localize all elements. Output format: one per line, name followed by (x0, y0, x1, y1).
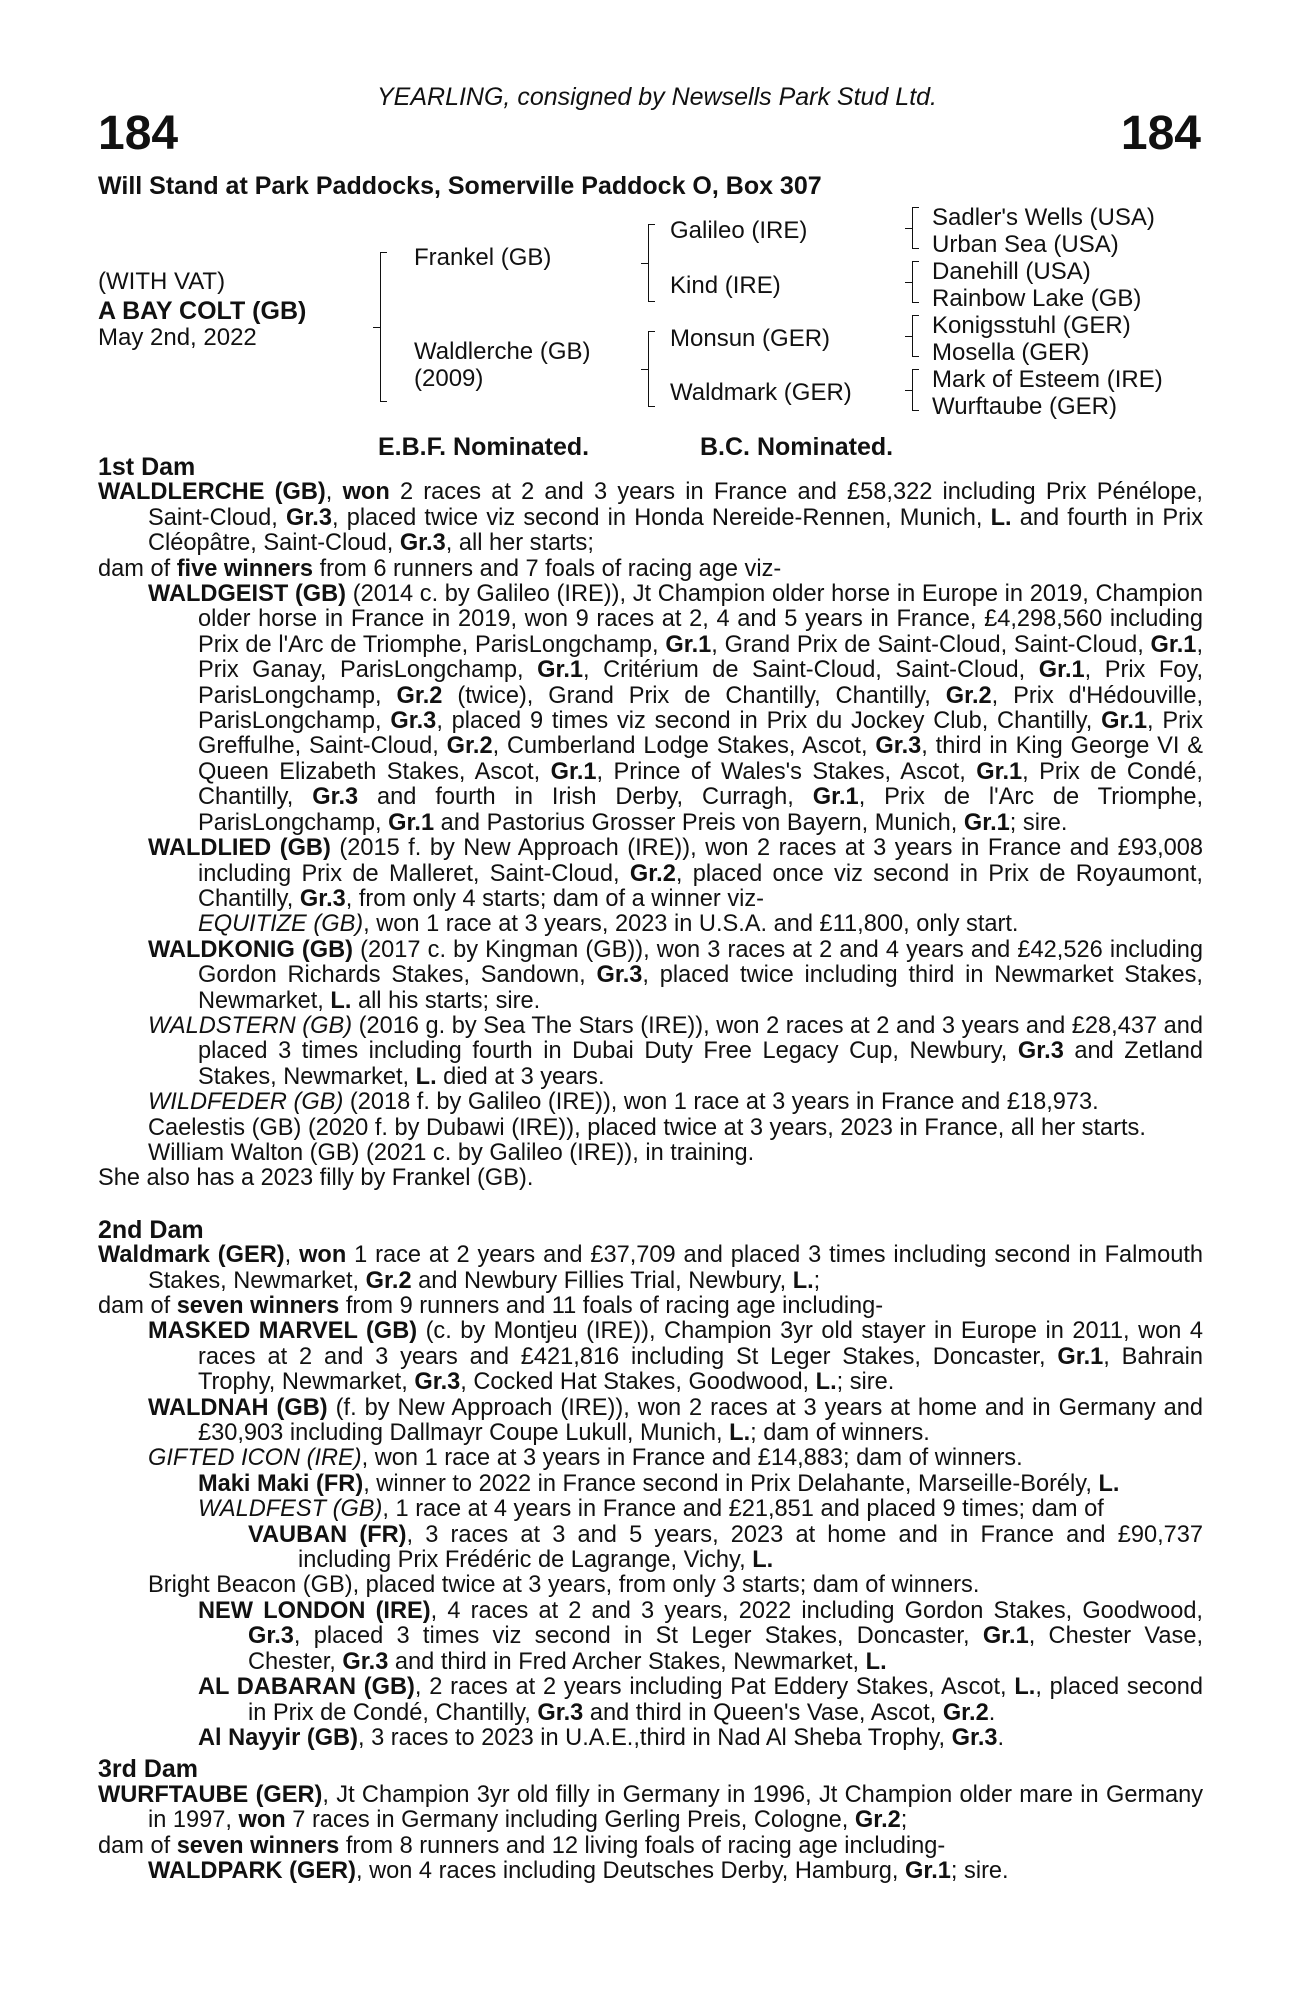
ancestor-4: Rainbow Lake (GB) (932, 285, 1142, 312)
first-dam-heading: 1st Dam (98, 453, 196, 481)
produce-record (98, 455, 1203, 1884)
brace-g3-1 (912, 207, 913, 249)
produce-waldgeist: WALDGEIST (GB) (2014 c. by Galileo (IRE)), Jt Champion older horse in Europe in 2019, Champion older horse in France in 2019, won 9 races at 2, 4 and 5 years in France, £4,298,560 including Prix de l'Arc de Triomphe, ParisLongchamp, Gr.1, Grand Prix de Saint-Cloud, Saint-Cloud, Gr.1, Prix Ganay, ParisLongchamp, Gr.1, Critérium de Saint-Cloud, Saint-Cloud, Gr.1, Prix Foy, ParisLongchamp, Gr.2 (twice), Grand Prix de Chantilly, Chantilly, Gr.2, Prix d'Hédouville, ParisLongchamp, Gr.3, placed 9 times viz second in Prix du Jockey Club, Chantilly, Gr.1, Prix Greffulhe, Saint-Cloud, Gr.2, Cumberland Lodge Stakes, Ascot, Gr.3, third in King George VI & Queen Elizabeth Stakes, Ascot, Gr.1, Prince of Wales's Stakes, Ascot, Gr.1, Prix de Condé, Chantilly, Gr.3 and fourth in Irish Derby, Curragh, Gr.1, Prix de l'Arc de Triomphe, ParisLongchamp, Gr.1 and Pastorius Grosser Preis von Bayern, Munich, Gr.1; sire. (148, 581, 1204, 836)
third-dam-heading: 3rd Dam (98, 1755, 199, 1784)
brace-dam (648, 331, 649, 407)
produce-caelestis: Caelestis (GB) (2020 f. by Dubawi (IRE)), placed twice at 3 years, 2023 in France, all her starts. (148, 1114, 1146, 1141)
dam-year: (2009) (414, 365, 484, 392)
produce-waldkonig: WALDKONIG (GB) (2017 c. by Kingman (GB)), won 3 races at 2 and 4 years and £42,526 including Gordon Richards Stakes, Sandown, Gr.3, placed twice including third in Newmarket Stakes, Newmarket, L. all his starts; sire. (148, 936, 1203, 1014)
produce-bright-beacon: Bright Beacon (GB), placed twice at 3 years, from only 3 starts; dam of winners. (148, 1572, 980, 1599)
produce-waldnah: WALDNAH (GB) (f. by New Approach (IRE)), won 2 races at 3 years at home and in Germany and £30,903 including Dallmayr Coupe Lukull, Munich, L.; dam of winners. (148, 1394, 1203, 1447)
third-dam-produce-summary: dam of seven winners from 8 runners and 12 living foals of racing age including- (98, 1832, 946, 1859)
dam-sire: Monsun (GER) (670, 325, 831, 352)
ancestor-6: Mosella (GER) (932, 339, 1090, 366)
dam: Waldlerche (GB) (414, 338, 591, 365)
stabling-location: Will Stand at Park Paddocks, Somerville Paddock O, Box 307 (98, 172, 822, 200)
lot-number-left: 184 (98, 107, 179, 160)
second-dam-heading: 2nd Dam (98, 1215, 204, 1244)
vat-note: (WITH VAT) (98, 268, 226, 295)
produce-william-walton: William Walton (GB) (2021 c. by Galileo (IRE)), in training. (148, 1139, 755, 1166)
ancestor-8: Wurftaube (GER) (932, 393, 1117, 420)
horse-dob: May 2nd, 2022 (98, 324, 257, 351)
horse-name: A BAY COLT (GB) (98, 297, 307, 325)
lot-number-right: 184 (1120, 107, 1201, 160)
produce-gifted-icon: GIFTED ICON (IRE), won 1 race at 3 years in France and £14,883; dam of winners. (148, 1445, 1023, 1472)
produce-waldstern: WALDSTERN (GB) (2016 g. by Sea The Stars (IRE)), won 2 races at 2 and 3 years and £28,437 and placed 3 times including fourth in Dubai Duty Free Legacy Cup, Newbury, Gr.3 and Zetland Stakes, Newmarket, L. died at 3 years. (148, 1012, 1204, 1090)
ebf-nominated: E.B.F. Nominated. (378, 433, 590, 461)
produce-vauban: VAUBAN (FR), 3 races at 3 and 5 years, 2023 at home and in France and £90,737 including Prix Frédéric de Lagrange, Vichy, L. (248, 1521, 1203, 1574)
brace-g3-4 (912, 369, 913, 411)
sire: Frankel (GB) (414, 244, 552, 271)
produce-waldfest: WALDFEST (GB), 1 race at 4 years in France and £21,851 and placed 9 times; dam of (198, 1496, 1104, 1523)
sire-dam: Kind (IRE) (670, 272, 781, 299)
produce-al-nayyir: Al Nayyir (GB), 3 races to 2023 in U.A.E.,third in Nad Al Sheba Trophy, Gr.3. (198, 1724, 1005, 1751)
first-dam-produce-summary: dam of five winners from 6 runners and 7 foals of racing age viz- (98, 555, 782, 582)
produce-new-london: NEW LONDON (IRE), 4 races at 2 and 3 years, 2022 including Gordon Stakes, Goodwood, Gr.3, placed 3 times viz second in St Leger Stakes, Doncaster, Gr.1, Chester Vase, Chester, Gr.3 and third in Fred Archer Stakes, Newmarket, L. (198, 1597, 1204, 1675)
second-dam-produce-summary: dam of seven winners from 9 runners and 11 foals of racing age including- (98, 1293, 884, 1319)
produce-masked-marvel: MASKED MARVEL (GB) (c. by Montjeu (IRE)), Champion 3yr old stayer in Europe in 2011, won 4 races at 2 and 3 years and £421,816 including St Leger Stakes, Doncaster, Gr.1, Bahrain Trophy, Newmarket, Gr.3, Cocked Hat Stakes, Goodwood, L.; sire. (148, 1318, 1203, 1396)
sire-sire: Galileo (IRE) (670, 217, 808, 244)
ancestor-1: Sadler's Wells (USA) (932, 204, 1155, 231)
brace-gen1 (380, 252, 381, 402)
ancestor-7: Mark of Esteem (IRE) (932, 366, 1163, 393)
produce-wildfeder: WILDFEDER (GB) (2018 f. by Galileo (IRE)), won 1 race at 3 years in France and £18,973. (148, 1089, 1099, 1116)
produce-waldpark: WALDPARK (GER), won 4 races including Deutsches Derby, Hamburg, Gr.1; sire. (148, 1857, 1009, 1884)
third-dam-record: WURFTAUBE (GER), Jt Champion 3yr old filly in Germany in 1996, Jt Champion older mare in Germany in 1997, won 7 races in Germany including Gerling Preis, Cologne, Gr.2; (98, 1781, 1203, 1834)
second-dam-record: Waldmark (GER), won 1 race at 2 years and £37,709 and placed 3 times including second in Falmouth Stakes, Newmarket, Gr.2 and Newbury Fillies Trial, Newbury, L.; (98, 1242, 1203, 1294)
produce-al-dabaran: AL DABARAN (GB), 2 races at 2 years including Pat Eddery Stakes, Ascot, L., placed second in Prix de Condé, Chantilly, Gr.3 and third in Queen's Vase, Ascot, Gr.2. (198, 1674, 1204, 1726)
produce-waldlied: WALDLIED (GB) (2015 f. by New Approach (IRE)), won 2 races at 3 years in France and £93,008 including Prix de Malleret, Saint-Cloud, Gr.2, placed once viz second in Prix de Royaumont, Chantilly, Gr.3, from only 4 starts; dam of a winner viz- (148, 835, 1203, 912)
first-dam-record: WALDLERCHE (GB), won 2 races at 2 and 3 years in France and £58,322 including Prix Pénélope, Saint-Cloud, Gr.3, placed twice viz second in Honda Nereide-Rennen, Munich, L. and fourth in Prix Cléopâtre, Saint-Cloud, Gr.3, all her starts; (98, 479, 1204, 557)
ancestor-3: Danehill (USA) (932, 258, 1091, 285)
bc-nominated: B.C. Nominated. (700, 433, 894, 461)
produce-maki-maki: Maki Maki (FR), winner to 2022 in France second in Prix Delahante, Marseille-Borély, L. (198, 1470, 1120, 1497)
brace-g3-3 (912, 315, 913, 357)
produce-equitize: EQUITIZE (GB), won 1 race at 3 years, 2023 in U.S.A. and £11,800, only start. (198, 911, 1019, 938)
produce-filly-note: She also has a 2023 filly by Frankel (GB). (98, 1165, 534, 1192)
ancestor-5: Konigsstuhl (GER) (932, 312, 1131, 339)
brace-g3-2 (912, 261, 913, 303)
brace-sire (648, 224, 649, 302)
ancestor-2: Urban Sea (USA) (932, 231, 1119, 258)
dam-dam: Waldmark (GER) (670, 379, 852, 406)
consignor-line: YEARLING, consigned by Newsells Park Stud Ltd. (377, 83, 937, 111)
